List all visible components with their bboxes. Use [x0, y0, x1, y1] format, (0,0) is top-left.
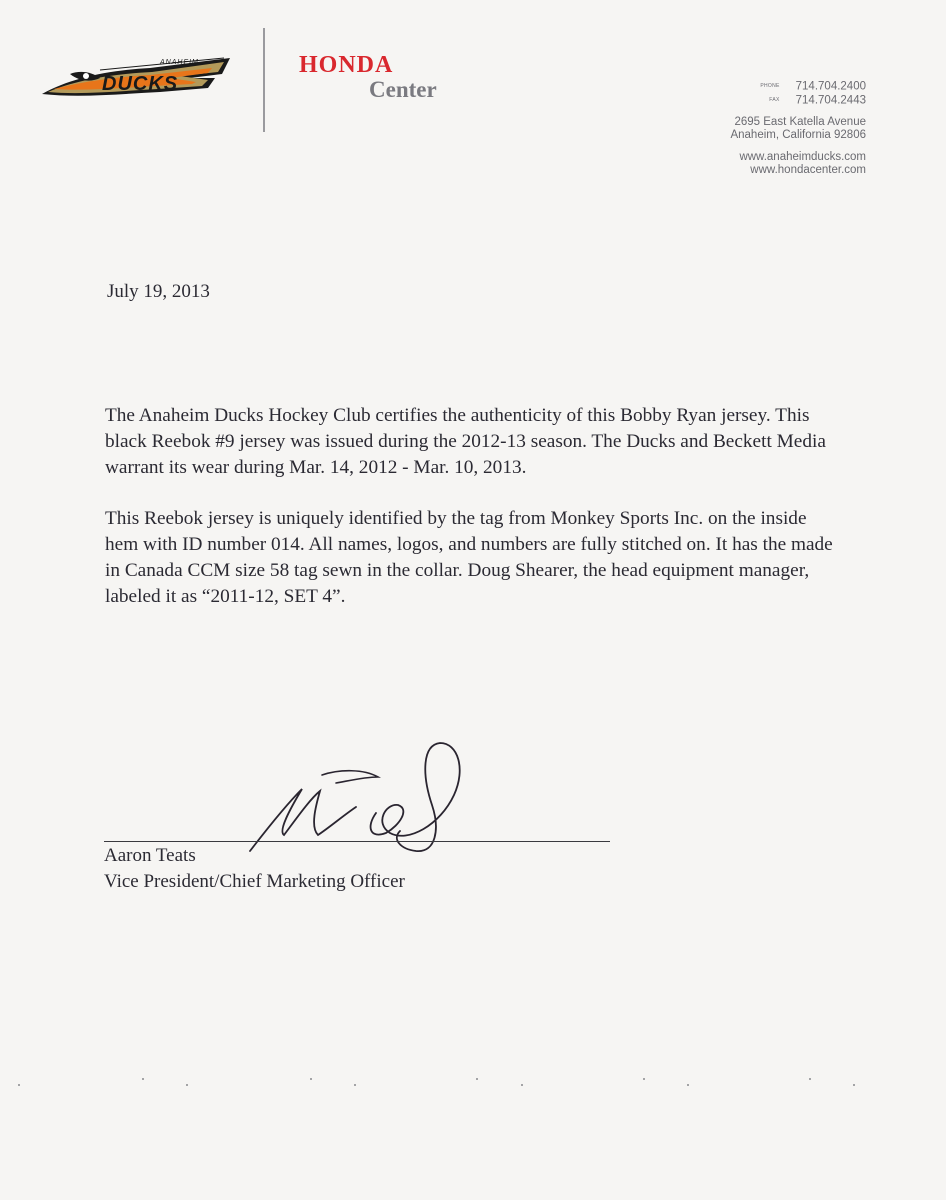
paper-specks	[0, 1060, 946, 1100]
signer-name: Aaron Teats	[104, 845, 196, 866]
signature-line	[104, 841, 610, 842]
body-paragraph-1: The Anaheim Ducks Hockey Club certifies the authenticity of this Bobby Ryan jersey. This black Reebok #9 jersey was issued during the 2012-13 season. The Ducks and Beckett Media warrant its wear during Mar. 14, 2012 - Mar. 10, 2013.	[105, 405, 826, 478]
anaheim-ducks-logo-icon	[40, 48, 235, 106]
center-wordmark: Center	[369, 77, 437, 102]
website-honda-center: www.hondacenter.com	[750, 164, 866, 177]
contact-block	[730, 80, 866, 177]
phone-number: 714.704.2400	[795, 80, 866, 93]
phone-row	[730, 80, 866, 94]
website-ducks: www.anaheimducks.com	[739, 151, 866, 164]
phone-label: PHONE	[760, 83, 780, 89]
letterhead-divider	[263, 28, 265, 132]
letter-date: July 19, 2013	[107, 281, 210, 302]
body-paragraph-2: This Reebok jersey is uniquely identified by the tag from Monkey Sports Inc. on the inside hem with ID number 014. All names, logos, and numbers are fully stitched on. It has the made in Canada CCM size 58 tag sewn in the collar. Doug Shearer, the head equipment manager, labeled it as “2011-12, SET 4”.	[105, 508, 833, 607]
honda-wordmark: HONDA	[299, 52, 394, 78]
svg-text:DUCKS: DUCKS	[102, 73, 179, 95]
signer-title: Vice President/Chief Marketing Officer	[104, 871, 405, 892]
honda-center-logo	[299, 52, 459, 102]
svg-text:ANAHEIM: ANAHEIM	[160, 59, 199, 66]
address-line-2: Anaheim, California 92806	[730, 129, 866, 142]
fax-label: FAX	[769, 96, 780, 103]
fax-number: 714.704.2443	[795, 94, 866, 107]
fax-row	[730, 94, 866, 108]
address-line-1: 2695 East Katella Avenue	[734, 116, 866, 129]
